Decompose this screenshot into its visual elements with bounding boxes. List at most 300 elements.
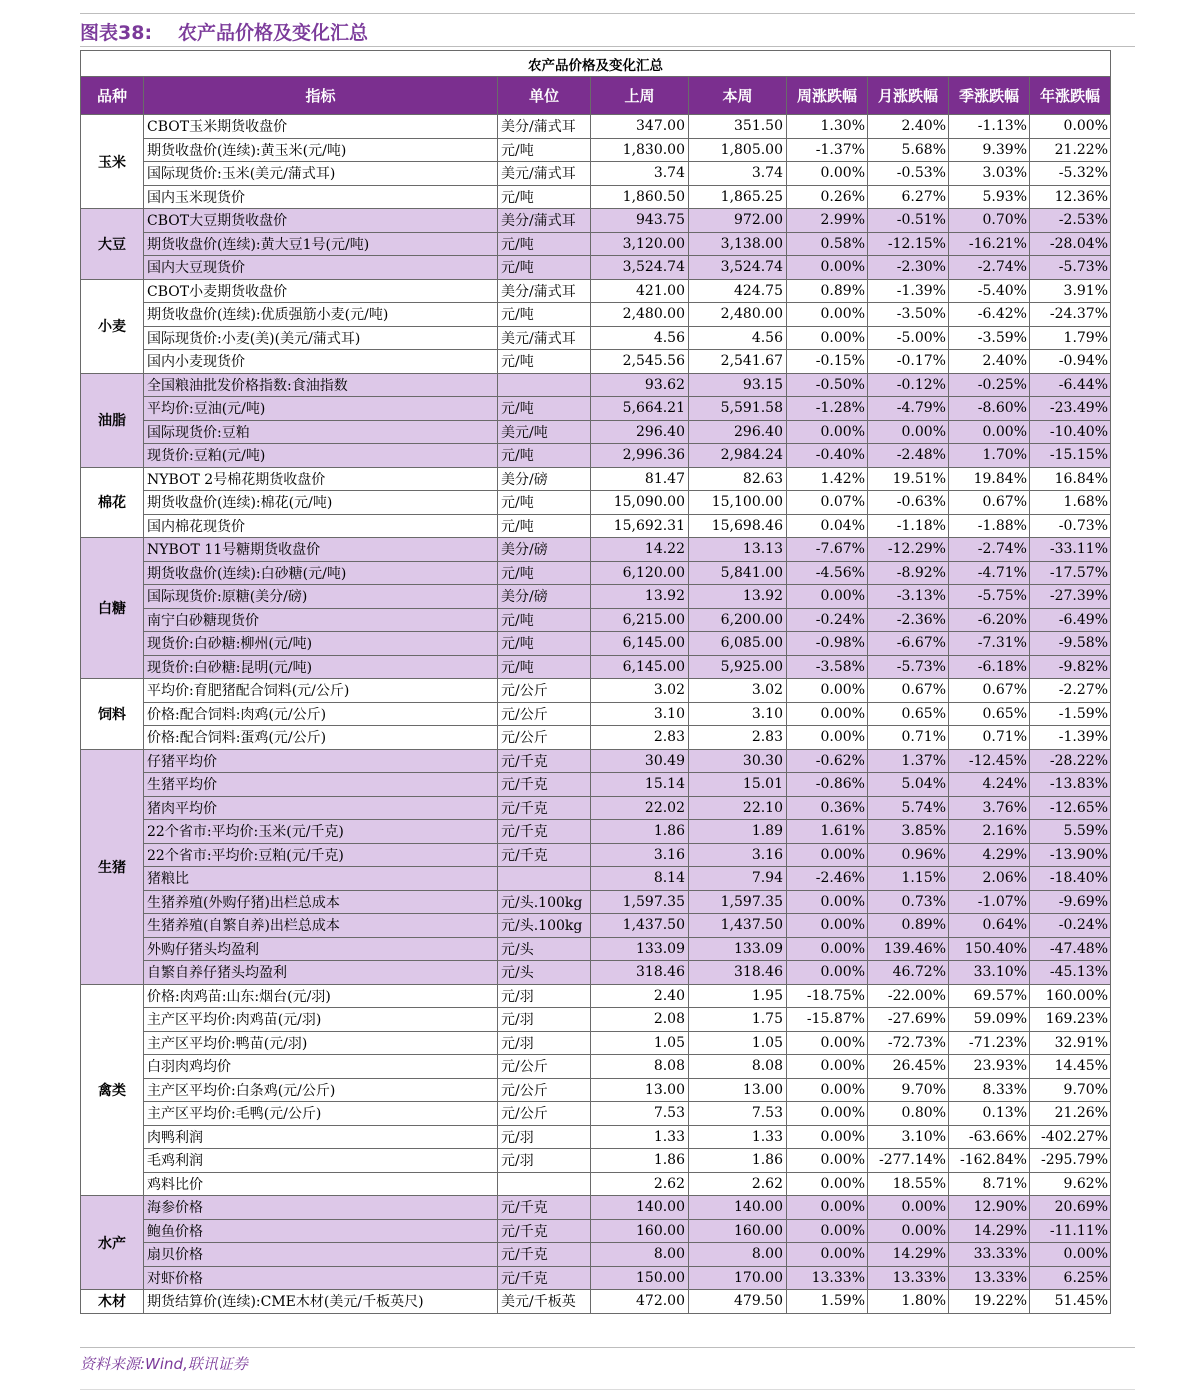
table-row [81,491,1111,515]
weekly-change-cell: -0.98% [787,632,868,656]
last-week-cell: 3,524.74 [591,256,689,280]
this-week-cell: 3,524.74 [689,256,787,280]
last-week-cell: 6,215.00 [591,608,689,632]
table-row [81,138,1111,162]
table-row [81,608,1111,632]
table-row [81,279,1111,303]
indicator-cell: CBOT小麦期货收盘价 [144,279,498,303]
last-week-cell: 2,480.00 [591,303,689,327]
unit-cell: 元/羽 [498,1125,591,1149]
table-row [81,538,1111,562]
unit-cell: 元/吨 [498,350,591,374]
quarterly-change-cell: 0.64% [949,914,1030,938]
table-row [81,702,1111,726]
indicator-cell: 全国粮油批发价格指数:食油指数 [144,373,498,397]
this-week-cell: 5,841.00 [689,561,787,585]
monthly-change-cell: 0.80% [868,1102,949,1126]
indicator-cell: 期货收盘价(连续):黄玉米(元/吨) [144,138,498,162]
unit-cell: 元/头.100kg [498,890,591,914]
indicator-cell: 扇贝价格 [144,1243,498,1267]
yearly-change-cell: 0.00% [1030,1243,1111,1267]
last-week-cell: 1,437.50 [591,914,689,938]
quarterly-change-cell: -1.07% [949,890,1030,914]
quarterly-change-cell: -2.74% [949,538,1030,562]
yearly-change-cell: -295.79% [1030,1149,1111,1173]
quarterly-change-cell: -71.23% [949,1031,1030,1055]
quarterly-change-cell: -0.25% [949,373,1030,397]
unit-cell: 美元/蒲式耳 [498,326,591,350]
monthly-change-cell: 13.33% [868,1266,949,1290]
this-week-cell: 7.53 [689,1102,787,1126]
last-week-cell: 3.10 [591,702,689,726]
weekly-change-cell: 0.58% [787,232,868,256]
last-week-cell: 13.00 [591,1078,689,1102]
last-week-cell: 2.83 [591,726,689,750]
quarterly-change-cell: -6.20% [949,608,1030,632]
table-row [81,444,1111,468]
indicator-cell: 主产区平均价:白条鸡(元/公斤) [144,1078,498,1102]
last-week-cell: 30.49 [591,749,689,773]
table-row [81,303,1111,327]
quarterly-change-cell: 0.70% [949,209,1030,233]
this-week-cell: 2,480.00 [689,303,787,327]
quarterly-change-cell: 19.84% [949,467,1030,491]
this-week-cell: 296.40 [689,420,787,444]
header-quarterly-change: 季涨跌幅 [949,77,1030,115]
unit-cell: 元/吨 [498,256,591,280]
indicator-cell: 现货价:白砂糖:柳州(元/吨) [144,632,498,656]
table-row [81,1243,1111,1267]
this-week-cell: 479.50 [689,1290,787,1314]
indicator-cell: 期货收盘价(连续):白砂糖(元/吨) [144,561,498,585]
monthly-change-cell: -0.63% [868,491,949,515]
indicator-cell: 鸡料比价 [144,1172,498,1196]
table-row [81,820,1111,844]
yearly-change-cell: -33.11% [1030,538,1111,562]
table-row [81,961,1111,985]
this-week-cell: 2,984.24 [689,444,787,468]
table-row [81,1102,1111,1126]
monthly-change-cell: 139.46% [868,937,949,961]
this-week-cell: 13.00 [689,1078,787,1102]
this-week-cell: 7.94 [689,867,787,891]
monthly-change-cell: -27.69% [868,1008,949,1032]
monthly-change-cell: 0.89% [868,914,949,938]
this-week-cell: 13.92 [689,585,787,609]
last-week-cell: 15.14 [591,773,689,797]
monthly-change-cell: 0.65% [868,702,949,726]
last-week-cell: 15,090.00 [591,491,689,515]
yearly-change-cell: 51.45% [1030,1290,1111,1314]
table-header-row [81,77,1111,115]
yearly-change-cell: 3.91% [1030,279,1111,303]
table-row [81,914,1111,938]
table-row [81,1196,1111,1220]
table-row [81,373,1111,397]
yearly-change-cell: -47.48% [1030,937,1111,961]
quarterly-change-cell: 2.40% [949,350,1030,374]
this-week-cell: 170.00 [689,1266,787,1290]
monthly-change-cell: 2.40% [868,115,949,139]
weekly-change-cell: 0.00% [787,162,868,186]
monthly-change-cell: 6.27% [868,185,949,209]
quarterly-change-cell: 3.03% [949,162,1030,186]
quarterly-change-cell: -63.66% [949,1125,1030,1149]
weekly-change-cell: 0.00% [787,1125,868,1149]
category-cell: 水产 [81,1196,144,1290]
this-week-cell: 1.33 [689,1125,787,1149]
quarterly-change-cell: 0.71% [949,726,1030,750]
yearly-change-cell: -9.69% [1030,890,1111,914]
header-category: 品种 [81,77,144,115]
monthly-change-cell: -3.50% [868,303,949,327]
monthly-change-cell: -8.92% [868,561,949,585]
indicator-cell: 国内小麦现货价 [144,350,498,374]
monthly-change-cell: 0.73% [868,890,949,914]
last-week-cell: 3,120.00 [591,232,689,256]
weekly-change-cell: 0.89% [787,279,868,303]
unit-cell: 元/千克 [498,843,591,867]
header-yearly-change: 年涨跌幅 [1030,77,1111,115]
last-week-cell: 2,996.36 [591,444,689,468]
category-cell: 油脂 [81,373,144,467]
monthly-change-cell: -1.18% [868,514,949,538]
unit-cell: 元/羽 [498,1149,591,1173]
quarterly-change-cell: -6.42% [949,303,1030,327]
indicator-cell: 国内玉米现货价 [144,185,498,209]
unit-cell: 元/吨 [498,444,591,468]
quarterly-change-cell: 0.65% [949,702,1030,726]
this-week-cell: 424.75 [689,279,787,303]
table-row [81,1078,1111,1102]
table-row [81,185,1111,209]
last-week-cell: 943.75 [591,209,689,233]
yearly-change-cell: -15.15% [1030,444,1111,468]
indicator-cell: 肉鸭利润 [144,1125,498,1149]
weekly-change-cell: 0.00% [787,326,868,350]
category-cell: 禽类 [81,984,144,1196]
indicator-cell: 22个省市:平均价:豆粕(元/千克) [144,843,498,867]
unit-cell: 元/千克 [498,1266,591,1290]
category-cell: 白糖 [81,538,144,679]
this-week-cell: 8.08 [689,1055,787,1079]
weekly-change-cell: 0.00% [787,961,868,985]
quarterly-change-cell: 12.90% [949,1196,1030,1220]
quarterly-change-cell: 69.57% [949,984,1030,1008]
unit-cell: 美分/磅 [498,585,591,609]
table-row [81,1219,1111,1243]
yearly-change-cell: -6.49% [1030,608,1111,632]
this-week-cell: 6,085.00 [689,632,787,656]
quarterly-change-cell: 0.67% [949,679,1030,703]
unit-cell: 元/头 [498,961,591,985]
weekly-change-cell: 0.00% [787,256,868,280]
last-week-cell: 421.00 [591,279,689,303]
quarterly-change-cell: 13.33% [949,1266,1030,1290]
quarterly-change-cell: -12.45% [949,749,1030,773]
table-row [81,561,1111,585]
yearly-change-cell: 6.25% [1030,1266,1111,1290]
last-week-cell: 160.00 [591,1219,689,1243]
unit-cell: 元/千克 [498,1196,591,1220]
this-week-cell: 140.00 [689,1196,787,1220]
weekly-change-cell: 0.00% [787,1243,868,1267]
last-week-cell: 81.47 [591,467,689,491]
table-row [81,420,1111,444]
last-week-cell: 2.40 [591,984,689,1008]
yearly-change-cell: -1.59% [1030,702,1111,726]
this-week-cell: 5,925.00 [689,655,787,679]
monthly-change-cell: -12.29% [868,538,949,562]
this-week-cell: 1.86 [689,1149,787,1173]
yearly-change-cell: -0.73% [1030,514,1111,538]
indicator-cell: 国内大豆现货价 [144,256,498,280]
quarterly-change-cell: 59.09% [949,1008,1030,1032]
indicator-cell: 期货结算价(连续):CME木材(美元/千板英尺) [144,1290,498,1314]
yearly-change-cell: -23.49% [1030,397,1111,421]
last-week-cell: 2.62 [591,1172,689,1196]
last-week-cell: 6,120.00 [591,561,689,585]
monthly-change-cell: 0.00% [868,1196,949,1220]
weekly-change-cell: 0.04% [787,514,868,538]
category-cell: 饲料 [81,679,144,750]
monthly-change-cell: 3.10% [868,1125,949,1149]
last-week-cell: 5,664.21 [591,397,689,421]
this-week-cell: 2,541.67 [689,350,787,374]
table-row [81,679,1111,703]
monthly-change-cell: 18.55% [868,1172,949,1196]
yearly-change-cell: -11.11% [1030,1219,1111,1243]
unit-cell: 元/公斤 [498,702,591,726]
indicator-cell: 国际现货价:小麦(美)(美元/蒲式耳) [144,326,498,350]
quarterly-change-cell: -16.21% [949,232,1030,256]
monthly-change-cell: -4.79% [868,397,949,421]
last-week-cell: 4.56 [591,326,689,350]
monthly-change-cell: -0.17% [868,350,949,374]
indicator-cell: 22个省市:平均价:玉米(元/千克) [144,820,498,844]
category-cell: 棉花 [81,467,144,538]
bottom-rule [80,1347,1135,1348]
yearly-change-cell: -6.44% [1030,373,1111,397]
table-row [81,890,1111,914]
table-row [81,256,1111,280]
figure-label: 图表38: [80,22,153,44]
weekly-change-cell: -0.24% [787,608,868,632]
indicator-cell: 期货收盘价(连续):优质强筋小麦(元/吨) [144,303,498,327]
this-week-cell: 3.74 [689,162,787,186]
monthly-change-cell: 1.80% [868,1290,949,1314]
monthly-change-cell: 46.72% [868,961,949,985]
unit-cell: 元/吨 [498,514,591,538]
monthly-change-cell: -0.53% [868,162,949,186]
indicator-cell: 价格:配合饲料:肉鸡(元/公斤) [144,702,498,726]
quarterly-change-cell: 33.33% [949,1243,1030,1267]
yearly-change-cell: 32.91% [1030,1031,1111,1055]
price-table [80,50,1111,1314]
monthly-change-cell: -72.73% [868,1031,949,1055]
indicator-cell: 价格:配合饲料:蛋鸡(元/公斤) [144,726,498,750]
this-week-cell: 1.89 [689,820,787,844]
unit-cell: 元/千克 [498,1219,591,1243]
yearly-change-cell: -10.40% [1030,420,1111,444]
header-last-week: 上周 [591,77,689,115]
unit-cell: 元/头 [498,937,591,961]
weekly-change-cell: 0.00% [787,1149,868,1173]
unit-cell: 元/吨 [498,608,591,632]
indicator-cell: 生猪养殖(自繁自养)出栏总成本 [144,914,498,938]
unit-cell: 美元/千板英 [498,1290,591,1314]
category-cell: 小麦 [81,279,144,373]
this-week-cell: 13.13 [689,538,787,562]
weekly-change-cell: 1.30% [787,115,868,139]
quarterly-change-cell: 4.24% [949,773,1030,797]
this-week-cell: 1,865.25 [689,185,787,209]
monthly-change-cell: -0.12% [868,373,949,397]
this-week-cell: 8.00 [689,1243,787,1267]
monthly-change-cell: -6.67% [868,632,949,656]
unit-cell: 美分/磅 [498,467,591,491]
yearly-change-cell: 9.62% [1030,1172,1111,1196]
this-week-cell: 972.00 [689,209,787,233]
weekly-change-cell: 2.99% [787,209,868,233]
indicator-cell: 国际现货价:原糖(美分/磅) [144,585,498,609]
unit-cell: 元/吨 [498,561,591,585]
last-week-cell: 14.22 [591,538,689,562]
yearly-change-cell: -13.90% [1030,843,1111,867]
weekly-change-cell: 0.00% [787,1172,868,1196]
unit-cell: 元/千克 [498,773,591,797]
last-week-cell: 1.86 [591,1149,689,1173]
unit-cell: 元/吨 [498,491,591,515]
this-week-cell: 93.15 [689,373,787,397]
table-row [81,843,1111,867]
weekly-change-cell: -1.28% [787,397,868,421]
indicator-cell: 毛鸡利润 [144,1149,498,1173]
last-week-cell: 1.33 [591,1125,689,1149]
title-rule [80,46,1135,47]
unit-cell: 元/吨 [498,185,591,209]
last-week-cell: 347.00 [591,115,689,139]
yearly-change-cell: 14.45% [1030,1055,1111,1079]
last-week-cell: 6,145.00 [591,632,689,656]
monthly-change-cell: 9.70% [868,1078,949,1102]
indicator-cell: 猪粮比 [144,867,498,891]
last-week-cell: 318.46 [591,961,689,985]
table-row [81,655,1111,679]
this-week-cell: 6,200.00 [689,608,787,632]
last-week-cell: 150.00 [591,1266,689,1290]
this-week-cell: 15,100.00 [689,491,787,515]
monthly-change-cell: -0.51% [868,209,949,233]
unit-cell: 美元/蒲式耳 [498,162,591,186]
unit-cell: 元/千克 [498,749,591,773]
quarterly-change-cell: 14.29% [949,1219,1030,1243]
weekly-change-cell: 0.00% [787,843,868,867]
unit-cell: 美分/蒲式耳 [498,279,591,303]
weekly-change-cell: -0.86% [787,773,868,797]
unit-cell: 元/公斤 [498,1055,591,1079]
monthly-change-cell: 0.00% [868,1219,949,1243]
indicator-cell: 仔猪平均价 [144,749,498,773]
weekly-change-cell: 0.00% [787,702,868,726]
quarterly-change-cell: -7.31% [949,632,1030,656]
indicator-cell: 现货价:白砂糖:昆明(元/吨) [144,655,498,679]
yearly-change-cell: -18.40% [1030,867,1111,891]
unit-cell: 元/公斤 [498,726,591,750]
indicator-cell: 猪肉平均价 [144,796,498,820]
yearly-change-cell: 12.36% [1030,185,1111,209]
indicator-cell: 期货收盘价(连续):黄大豆1号(元/吨) [144,232,498,256]
yearly-change-cell: -28.22% [1030,749,1111,773]
weekly-change-cell: 0.00% [787,726,868,750]
indicator-cell: 鲍鱼价格 [144,1219,498,1243]
unit-cell: 元/公斤 [498,1102,591,1126]
indicator-cell: 主产区平均价:肉鸡苗(元/羽) [144,1008,498,1032]
monthly-change-cell: -5.73% [868,655,949,679]
last-week-cell: 3.74 [591,162,689,186]
weekly-change-cell: -15.87% [787,1008,868,1032]
monthly-change-cell: 5.74% [868,796,949,820]
weekly-change-cell: -7.67% [787,538,868,562]
quarterly-change-cell: 2.06% [949,867,1030,891]
this-week-cell: 2.83 [689,726,787,750]
indicator-cell: 国际现货价:玉米(美元/蒲式耳) [144,162,498,186]
monthly-change-cell: 1.37% [868,749,949,773]
yearly-change-cell: -9.58% [1030,632,1111,656]
table-row [81,1290,1111,1314]
quarterly-change-cell: -2.74% [949,256,1030,280]
this-week-cell: 5,591.58 [689,397,787,421]
monthly-change-cell: 0.96% [868,843,949,867]
yearly-change-cell: -5.32% [1030,162,1111,186]
monthly-change-cell: -2.30% [868,256,949,280]
quarterly-change-cell: -3.59% [949,326,1030,350]
yearly-change-cell: -45.13% [1030,961,1111,985]
weekly-change-cell: 0.00% [787,1055,868,1079]
this-week-cell: 15.01 [689,773,787,797]
weekly-change-cell: 0.26% [787,185,868,209]
weekly-change-cell: -1.37% [787,138,868,162]
table-caption-row [81,51,1111,77]
weekly-change-cell: -0.50% [787,373,868,397]
weekly-change-cell: 1.42% [787,467,868,491]
quarterly-change-cell: 8.71% [949,1172,1030,1196]
last-week-cell: 1,597.35 [591,890,689,914]
monthly-change-cell: 5.68% [868,138,949,162]
indicator-cell: 主产区平均价:毛鸭(元/公斤) [144,1102,498,1126]
this-week-cell: 1.75 [689,1008,787,1032]
weekly-change-cell: 0.00% [787,937,868,961]
yearly-change-cell: 20.69% [1030,1196,1111,1220]
unit-cell: 元/羽 [498,1008,591,1032]
table-row [81,162,1111,186]
last-week-cell: 93.62 [591,373,689,397]
yearly-change-cell: -0.94% [1030,350,1111,374]
weekly-change-cell: 0.07% [787,491,868,515]
monthly-change-cell: 1.15% [868,867,949,891]
last-week-cell: 1.05 [591,1031,689,1055]
quarterly-change-cell: 0.13% [949,1102,1030,1126]
indicator-cell: CBOT大豆期货收盘价 [144,209,498,233]
indicator-cell: 现货价:豆粕(元/吨) [144,444,498,468]
indicator-cell: 海参价格 [144,1196,498,1220]
weekly-change-cell: 0.00% [787,303,868,327]
quarterly-change-cell: -8.60% [949,397,1030,421]
unit-cell: 美分/蒲式耳 [498,209,591,233]
yearly-change-cell: -9.82% [1030,655,1111,679]
top-rule [80,13,1135,14]
monthly-change-cell: 19.51% [868,467,949,491]
